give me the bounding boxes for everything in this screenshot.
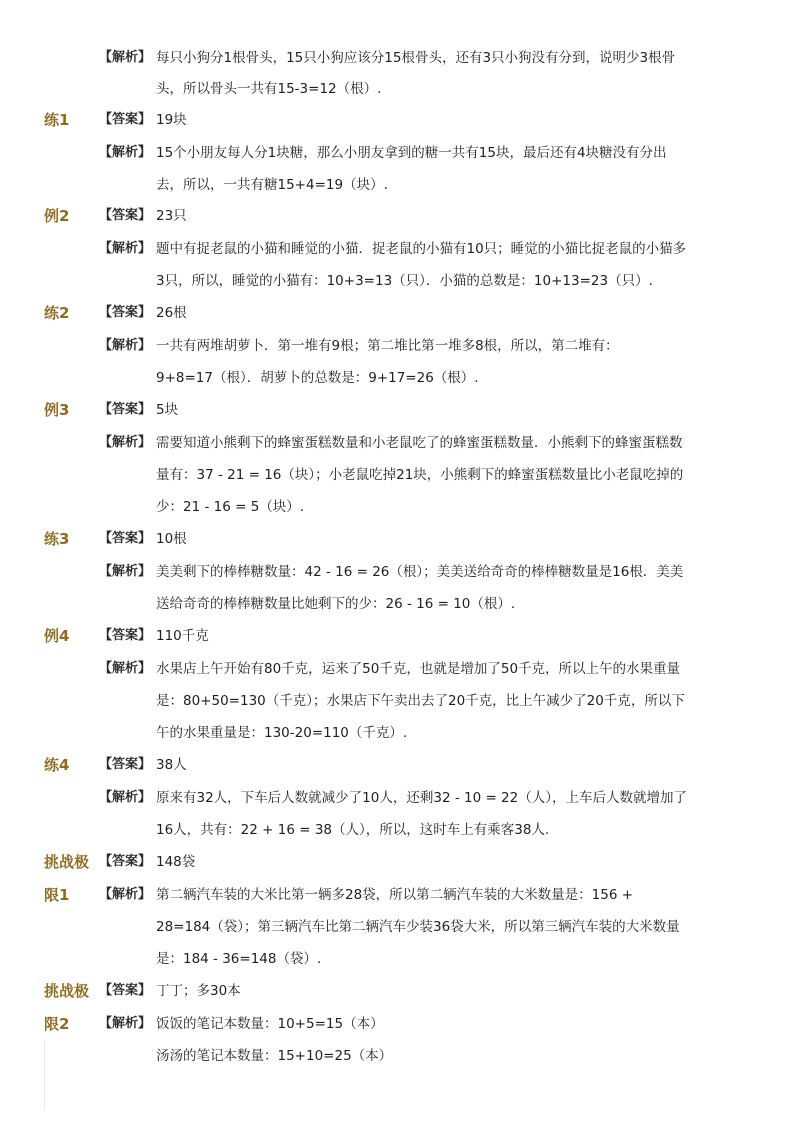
answer-row-lian1 (0, 104, 800, 136)
answer-tag: 【答案】 (99, 854, 152, 869)
analysis-text: 头，所以骨头一共有15-3=12（根）. (156, 81, 382, 97)
answer-row-li3 (0, 394, 800, 426)
analysis-tag: 【解析】 (99, 145, 152, 160)
analysis-text: 每只小狗分1根骨头，15只小狗应该分15根骨头，还有3只小狗没有分到，说明少3根骨 (156, 50, 676, 66)
analysis-text: 量有：37 - 21 = 16（块）；小老鼠吃掉21块，小熊剩下的蜂蜜蛋糕数量比小老鼠吃掉的 (156, 467, 684, 483)
section-label: 限2 (44, 1015, 70, 1033)
analysis-continuation (0, 491, 800, 523)
answer-text: 38人 (156, 757, 187, 773)
analysis-tag: 【解析】 (99, 435, 152, 450)
section-label: 限1 (44, 886, 70, 904)
section-label: 练1 (44, 111, 70, 129)
answer-tag: 【答案】 (99, 628, 152, 643)
answer-row-lian4 (0, 749, 800, 781)
analysis-text: 需要知道小熊剩下的蜂蜜蛋糕数量和小老鼠吃了的蜂蜜蛋糕数量．小熊剩下的蜂蜜蛋糕数 (156, 435, 683, 451)
analysis-text: 第二辆汽车装的大米比第一辆多28袋，所以第二辆汽车装的大米数量是：156 + (156, 887, 634, 903)
answer-tag: 【答案】 (99, 305, 152, 320)
answer-text: 26根 (156, 305, 187, 321)
analysis-tag: 【解析】 (99, 1016, 152, 1031)
section-label: 练2 (44, 304, 70, 322)
section-label: 练3 (44, 530, 70, 548)
answer-text: 19块 (156, 112, 187, 128)
analysis-text: 水果店上午开始有80千克，运来了50千克，也就是增加了50千克，所以上午的水果重量 (156, 661, 681, 677)
analysis-row (0, 330, 800, 362)
analysis-continuation (0, 1040, 800, 1072)
analysis-text: 去，所以，一共有糖15+4=19（块）. (156, 177, 388, 193)
answer-row-tiaozhan2 (0, 975, 800, 1007)
analysis-continuation (0, 588, 800, 620)
analysis-tag: 【解析】 (99, 564, 152, 579)
answer-text: 110千克 (156, 628, 209, 644)
analysis-continuation (0, 169, 800, 201)
analysis-text: 28=184（袋）；第三辆汽车比第二辆汽车少装36袋大米，所以第三辆汽车装的大米数量 (156, 919, 680, 935)
analysis-continuation (0, 265, 800, 297)
analysis-text: 美美剩下的棒棒糖数量：42 - 16 = 26（根）；美美送给奇奇的棒棒糖数量是16根．美美 (156, 564, 684, 580)
analysis-text: 是：184 - 36=148（袋）. (156, 951, 322, 967)
analysis-row (0, 137, 800, 169)
analysis-text: 16人，共有：22 + 16 = 38（人），所以，这时车上有乘客38人. (156, 822, 550, 838)
answer-text: 5块 (156, 402, 179, 418)
analysis-text: 少：21 - 16 = 5（块）. (156, 499, 305, 515)
answer-text: 23只 (156, 208, 187, 224)
analysis-row (0, 427, 800, 459)
analysis-tag: 【解析】 (99, 241, 152, 256)
answer-tag: 【答案】 (99, 208, 152, 223)
analysis-continuation (0, 362, 800, 394)
analysis-continuation (0, 685, 800, 717)
section-label: 例4 (44, 627, 70, 645)
analysis-text: 送给奇奇的棒棒糖数量比她剩下的少：26 - 16 = 10（根）. (156, 596, 516, 612)
analysis-continuation (0, 814, 800, 846)
analysis-tag: 【解析】 (99, 887, 152, 902)
analysis-text: 午的水果重量是：130-20=110（千克）. (156, 725, 408, 741)
answer-tag: 【答案】 (99, 112, 152, 127)
analysis-continuation (0, 717, 800, 749)
section-label: 练4 (44, 756, 70, 774)
answer-row-li4 (0, 620, 800, 652)
section-label: 挑战极 (44, 982, 90, 1000)
answer-text: 10根 (156, 531, 187, 547)
analysis-row (0, 1008, 800, 1040)
analysis-tag: 【解析】 (99, 661, 152, 676)
analysis-text: 原来有32人，下车后人数就减少了10人，还剩32 - 10 = 22（人），上车后人数就增加了 (156, 790, 687, 806)
analysis-tag: 【解析】 (99, 50, 152, 65)
answer-tag: 【答案】 (99, 757, 152, 772)
section-label: 例2 (44, 207, 70, 225)
analysis-text: 是：80+50=130（千克）；水果店下午卖出去了20千克，比上午减少了20千克，所以下 (156, 693, 685, 709)
analysis-text: 一共有两堆胡萝卜．第一堆有9根；第二堆比第一堆多8根，所以，第二堆有： (156, 338, 619, 354)
answer-row-tiaozhan1 (0, 846, 800, 878)
answer-row-lian3 (0, 523, 800, 555)
analysis-row (0, 653, 800, 685)
analysis-tag: 【解析】 (99, 790, 152, 805)
analysis-continuation (0, 459, 800, 491)
analysis-row (0, 879, 800, 911)
analysis-continuation (0, 943, 800, 975)
analysis-row (0, 233, 800, 265)
analysis-tag: 【解析】 (99, 338, 152, 353)
analysis-text: 15个小朋友每人分1块糖，那么小朋友拿到的糖一共有15块，最后还有4块糖没有分出 (156, 145, 667, 161)
analysis-row (0, 556, 800, 588)
analysis-continuation (0, 73, 800, 105)
answer-tag: 【答案】 (99, 531, 152, 546)
analysis-text: 饭饭的笔记本数量：10+5=15（本） (156, 1016, 384, 1032)
answer-row-lian2 (0, 297, 800, 329)
answer-row-li2 (0, 200, 800, 232)
analysis-text: 9+8=17（根）．胡萝卜的总数是：9+17=26（根）. (156, 370, 479, 386)
section-label: 例3 (44, 401, 70, 419)
answer-tag: 【答案】 (99, 402, 152, 417)
analysis-text: 题中有捉老鼠的小猫和睡觉的小猫．捉老鼠的小猫有10只；睡觉的小猫比捉老鼠的小猫多 (156, 241, 687, 257)
analysis-text: 汤汤的笔记本数量：15+10=25（本） (156, 1048, 393, 1064)
analysis-continuation (0, 911, 800, 943)
analysis-text: 3只，所以，睡觉的小猫有：10+3=13（只）．小猫的总数是：10+13=23（只）. (156, 273, 653, 289)
answer-tag: 【答案】 (99, 983, 152, 998)
answer-text: 148袋 (156, 854, 196, 870)
analysis-row (0, 782, 800, 814)
section-label: 挑战极 (44, 853, 90, 871)
answer-text: 丁丁；多30本 (156, 983, 241, 999)
analysis-row (0, 42, 800, 74)
